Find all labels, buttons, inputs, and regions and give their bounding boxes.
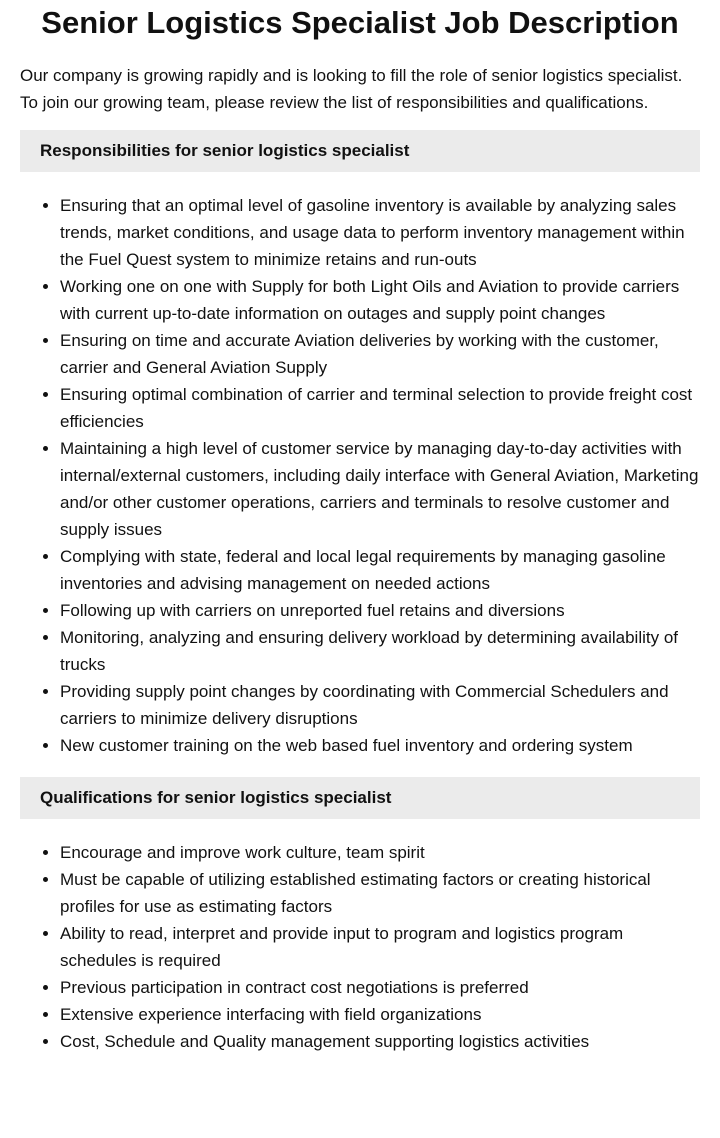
responsibilities-heading: Responsibilities for senior logistics specialist <box>20 130 700 172</box>
qualifications-heading: Qualifications for senior logistics specialist <box>20 777 700 819</box>
list-item: • Cost, Schedule and Quality management supporting logistics activities <box>60 1028 700 1055</box>
list-item: • Working one on one with Supply for both Light Oils and Aviation to provide carriers with current up-to-date information on outages and supply point changes <box>60 273 700 327</box>
list-item: • Ensuring on time and accurate Aviation deliveries by working with the customer, carrier and General Aviation Supply <box>60 327 700 381</box>
list-item: • Providing supply point changes by coordinating with Commercial Schedulers and carriers to minimize delivery disruptions <box>60 678 700 732</box>
qualifications-list <box>20 839 700 1055</box>
list-item: • Monitoring, analyzing and ensuring delivery workload by determining availability of trucks <box>60 624 700 678</box>
list-item: • Complying with state, federal and local legal requirements by managing gasoline inventories and advising management on needed actions <box>60 543 700 597</box>
list-item: • Following up with carriers on unreported fuel retains and diversions <box>60 597 700 624</box>
list-item: • Extensive experience interfacing with field organizations <box>60 1001 700 1028</box>
list-item: • Ability to read, interpret and provide input to program and logistics program schedules is required <box>60 920 700 974</box>
responsibilities-list <box>20 192 700 759</box>
list-item: • Ensuring that an optimal level of gasoline inventory is available by analyzing sales trends, market conditions, and usage data to perform inventory management within the Fuel Quest system to minimize retains and run-outs <box>60 192 700 273</box>
list-item: • Ensuring optimal combination of carrier and terminal selection to provide freight cost efficiencies <box>60 381 700 435</box>
list-item: • Previous participation in contract cost negotiations is preferred <box>60 974 700 1001</box>
list-item: • Encourage and improve work culture, team spirit <box>60 839 700 866</box>
page-title: Senior Logistics Specialist Job Description <box>41 5 679 40</box>
list-item: • Must be capable of utilizing established estimating factors or creating historical profiles for use as estimating factors <box>60 866 700 920</box>
list-item: • Maintaining a high level of customer service by managing day-to-day activities with internal/external customers, including daily interface with General Aviation, Marketing and/or other customer operations, carriers and terminals to resolve customer and supply issues <box>60 435 700 543</box>
intro-text: Our company is growing rapidly and is looking to fill the role of senior logistics specialist. To join our growing team, please review the list of responsibilities and qualifications. <box>20 66 683 112</box>
list-item: • New customer training on the web based fuel inventory and ordering system <box>60 732 700 759</box>
